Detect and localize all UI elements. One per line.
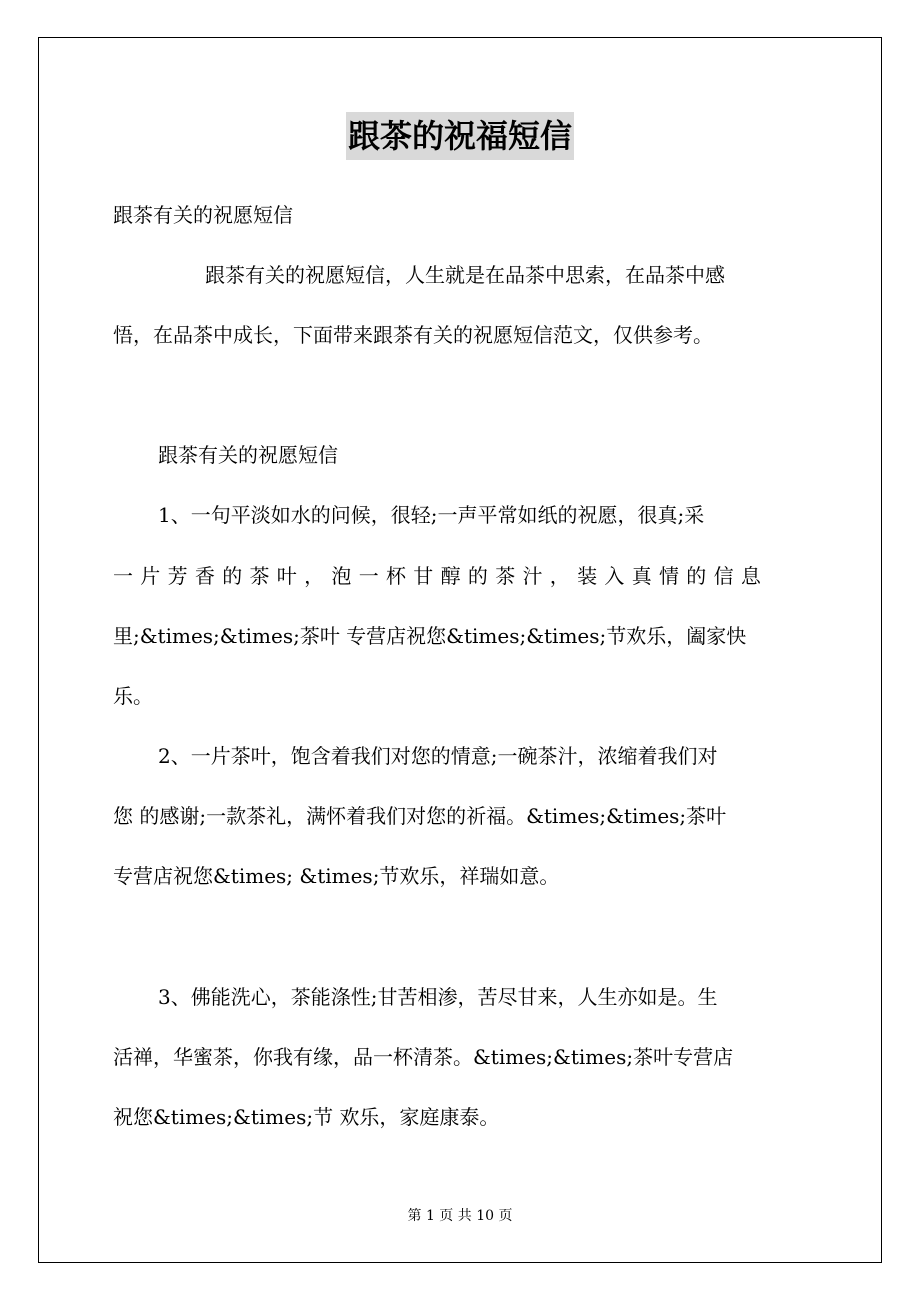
document-title: 跟茶的祝福短信 [346, 112, 574, 160]
page-footer: 第 1 页 共 10 页 [407, 1208, 513, 1224]
intro-line-2: 悟，在品茶中成长，下面带来跟茶有关的祝愿短信范文，仅供参考。 [113, 323, 713, 347]
intro-line-1 [205, 260, 807, 290]
item2-line-3: 专营店祝您&times; &times;节欢乐，祥瑞如意。 [113, 864, 560, 888]
item3-line-2: 活禅，华蜜茶，你我有缘，品一杯清茶。&times;&times;茶叶专营店 [113, 1045, 734, 1069]
intro-line-1-text: 跟茶有关的祝愿短信，人生就是在品茶中思索，在品茶中感 [205, 263, 725, 287]
section-heading: 跟茶有关的祝愿短信 [158, 443, 338, 467]
item2-line-1: 2、一片茶叶，饱含着我们对您的情意;一碗茶汁，浓缩着我们对 [158, 744, 718, 768]
item2-line-2: 您 的感谢;一款茶礼，满怀着我们对您的祈福。&times;&times;茶叶 [113, 804, 727, 828]
title-container [0, 112, 920, 160]
item1-line-1: 1、一句平淡如水的问候，很轻;一声平常如纸的祝愿，很真;采 [158, 503, 705, 527]
item1-line-4: 乐。 [113, 684, 153, 708]
item1-line-3: 里;&times;&times;茶叶 专营店祝您&times;&times;节欢乐，阖家快 [113, 624, 747, 648]
item3-line-3: 祝您&times;&times;节 欢乐，家庭康泰。 [113, 1105, 500, 1129]
document-subtitle: 跟茶有关的祝愿短信 [113, 203, 293, 227]
item3-line-1: 3、佛能洗心，茶能涤性;甘苦相渗，苦尽甘来，人生亦如是。生 [158, 985, 718, 1009]
item1-line-2: 一片芳香的茶叶，泡一杯甘醇的茶汁，装入真情的信息 [113, 564, 769, 588]
